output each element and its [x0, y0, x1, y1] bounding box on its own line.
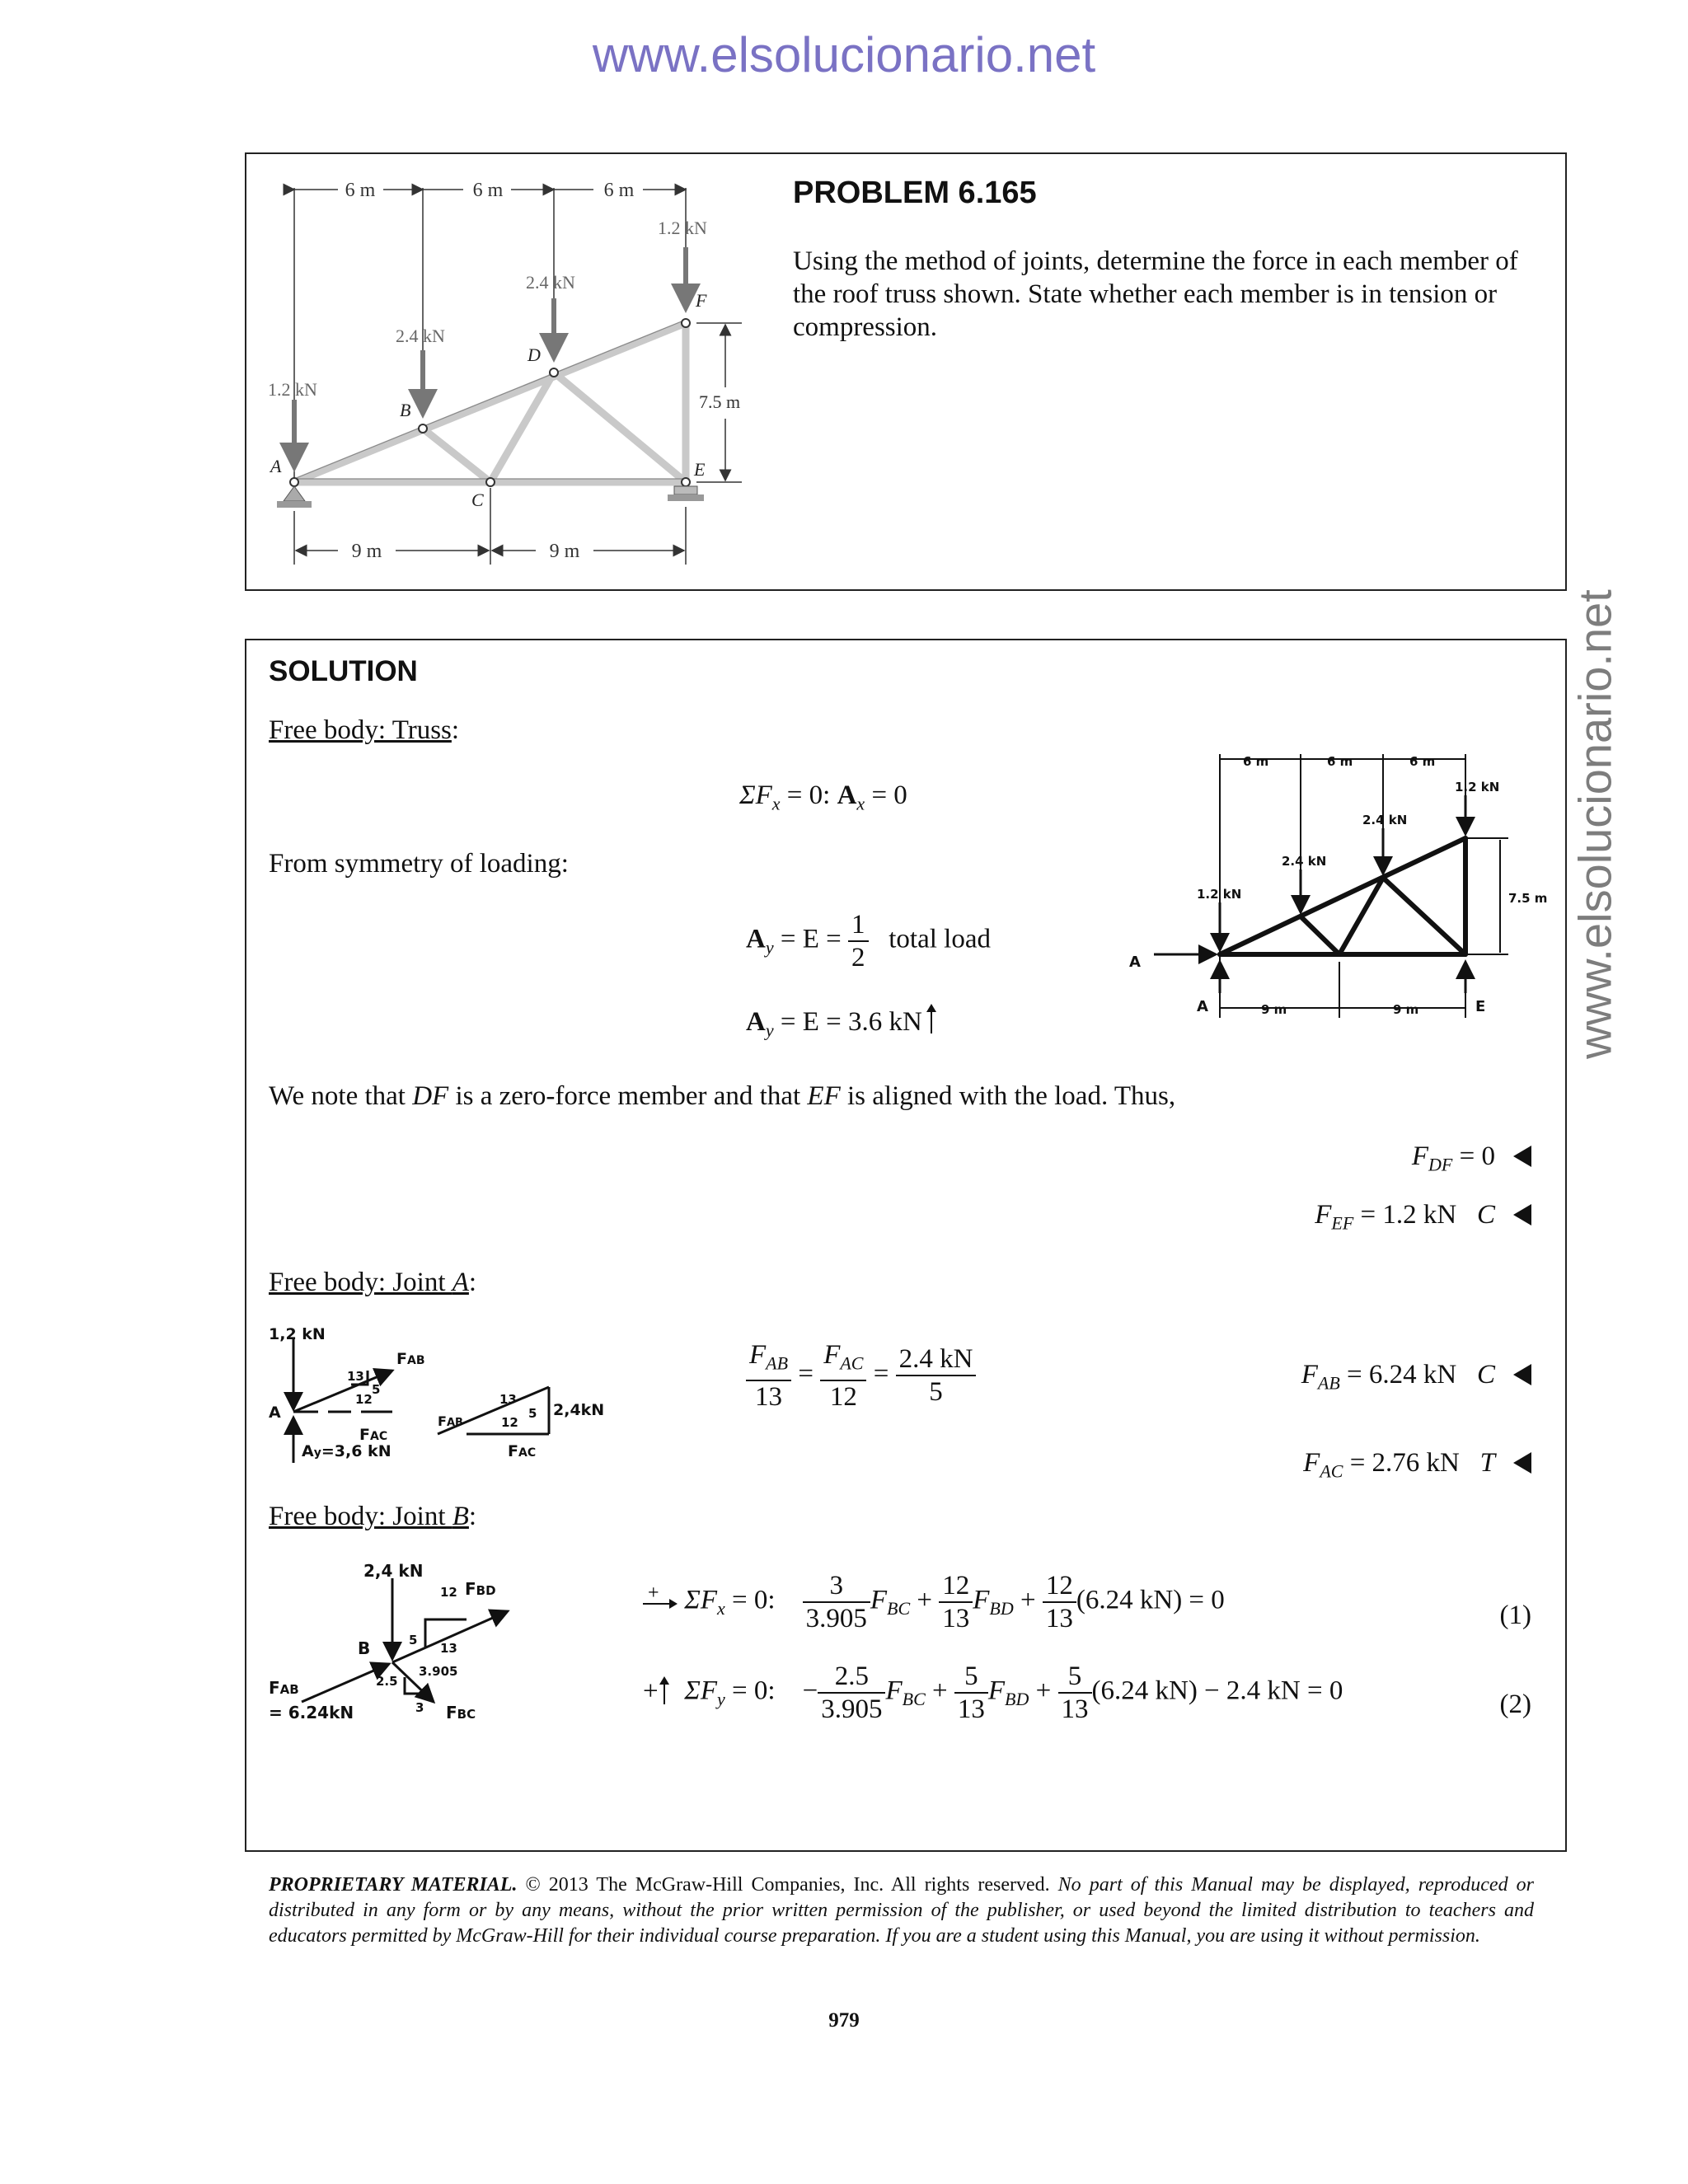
ja-load: 1,2 kN [269, 1325, 326, 1343]
sketch-dim-top-3: 6 m [1409, 754, 1436, 769]
joint-label-b: B [400, 400, 411, 420]
joint-label-f: F [696, 290, 707, 311]
zero-force-a: We note that [269, 1081, 413, 1111]
sum-fx-rest: = 0: [780, 780, 837, 810]
ja-5: 5 [372, 1382, 381, 1397]
dim-bottom-1: 9 m [351, 541, 382, 562]
ja-13b: 13 [499, 1392, 517, 1407]
ay-sym-2: A [746, 1007, 766, 1037]
fef-f: F [1315, 1200, 1332, 1230]
jb-fab-val: = 6.24kN [269, 1703, 354, 1722]
fdf-sub: DF [1428, 1154, 1453, 1175]
zero-force-b: is a zero-force member and that [448, 1081, 808, 1111]
eq-sum-fx: $\Sigma F_x = 0$: $A_x = 0$ [739, 780, 907, 814]
fef-val: = 1.2 kN [1353, 1200, 1457, 1230]
jb-fbc: FBC [446, 1703, 476, 1722]
zero-force-ef: EF [807, 1081, 841, 1111]
jb-12: 12 [440, 1585, 457, 1600]
load-d: 2.4 kN [526, 272, 575, 293]
ja-5b: 5 [528, 1406, 537, 1421]
load-f: 1.2 kN [658, 218, 707, 238]
jb-25: 2.5 [376, 1674, 398, 1689]
fdf-f: F [1411, 1141, 1429, 1171]
sketch-load-b: 2.4 kN [1282, 854, 1327, 869]
ja-a: A [269, 1404, 281, 1422]
page-number: 979 [828, 2009, 860, 2032]
total-load-text: total load [889, 924, 991, 954]
solution-title: SOLUTION [269, 655, 418, 687]
fb-truss-colon: : [451, 715, 460, 745]
truss-members [294, 323, 686, 482]
jb-5: 5 [409, 1633, 418, 1647]
footer-copyright: © 2013 The McGraw-Hill Companies, Inc. All rights reserved. [517, 1874, 1058, 1896]
jb-3905: 3.905 [419, 1664, 458, 1679]
header-watermark[interactable]: www.elsolucionario.net [592, 27, 1096, 82]
fdf-val: = 0 [1452, 1141, 1495, 1171]
answer-marker-icon [1513, 1204, 1531, 1226]
fb-truss-label [269, 715, 459, 746]
equation-1: + $\Sigma F_x = 0$: $\frac{3}{3.905}$ $F_{BC}$ + $\frac{12}{13}$ $F_{BD}$ + $\frac{12}{13}$ (6.24 kN) = 0 [643, 1570, 1225, 1634]
footer-bold-lead: PROPRIETARY MATERIAL. [269, 1874, 518, 1896]
sketch-dim-top-1: 6 m [1243, 754, 1269, 769]
sketch-dim-bottom-2: 9 m [1393, 1002, 1419, 1017]
footer-notice [269, 1872, 1534, 1949]
ay-sym: A [746, 924, 766, 954]
zero-force-note [269, 1081, 1175, 1112]
joint-b-sketch [269, 1562, 532, 1735]
jb-3: 3 [415, 1700, 424, 1715]
sketch-ax: A [1129, 954, 1141, 971]
sketch-load-d: 2.4 kN [1362, 813, 1408, 827]
solution-truss-sketch [1121, 746, 1566, 1034]
equation-2-number: (2) [1499, 1690, 1531, 1719]
jb-13: 13 [440, 1641, 457, 1656]
sum-fx-sym: ΣF [739, 780, 772, 810]
ax-eq: = 0 [865, 780, 907, 810]
jb-fbd: FBD [465, 1579, 496, 1599]
sketch-ay: A [1197, 998, 1208, 1015]
result-fac: $F_{AC} = 2.76$ kN T [1303, 1448, 1531, 1483]
fb-joint-a-label [269, 1268, 476, 1298]
jb-fab: FAB [269, 1678, 299, 1698]
fb-joint-b-text: Free body: Joint B [269, 1502, 469, 1531]
footer-italic: No part of this Manual may be displayed, reproduced or distributed in any form or by any means, without the prior written permission of the publisher, or used beyond the limited distribution to teachers and educators permitted by McGraw-Hill for their individual course preparation. If you are a student using this Manual, you are using it without permission. [269, 1874, 1534, 1947]
half-den: 2 [851, 943, 865, 972]
dim-top-3: 6 m [603, 180, 635, 201]
right-arrow-icon [643, 1586, 678, 1610]
joint-label-d: D [528, 344, 541, 365]
problem-truss-figure [247, 165, 775, 577]
result-fab: $F_{AB} = 6.24$ kN C [1301, 1360, 1531, 1394]
sketch-dim-top-2: 6 m [1327, 754, 1353, 769]
ja-load2: 2,4kN [553, 1401, 605, 1419]
support-e [668, 486, 704, 501]
zero-force-df: DF [412, 1081, 449, 1111]
result-fef [1315, 1200, 1531, 1235]
equation-1-number: (1) [1499, 1601, 1531, 1630]
up-arrow-icon [659, 1676, 670, 1704]
answer-marker-icon [1513, 1146, 1531, 1167]
answer-marker-icon [1513, 1364, 1531, 1385]
fb-joint-b-colon: : [468, 1502, 477, 1531]
ja-fac: FAC [359, 1426, 388, 1444]
height-label: 7.5 m [699, 391, 741, 412]
load-b: 2.4 kN [396, 326, 445, 346]
ja-fab2: FAB [438, 1413, 463, 1429]
ay-eq-b: = E = [773, 924, 848, 954]
jb-b: B [358, 1638, 371, 1658]
ay-result: = E = 3.6 kN [773, 1007, 922, 1037]
sketch-height: 7.5 m [1508, 891, 1548, 906]
ja-ay: Ay=3,6 kN [302, 1442, 392, 1460]
joint-label-c: C [471, 490, 484, 510]
joint-a-equation: $\frac{F_{AB}}{13}$ = $\frac{F_{AC}}{12}$ = $\frac{2.4 kN}{5}$ [746, 1339, 976, 1413]
ja-12: 12 [355, 1392, 373, 1407]
sketch-dim-bottom-1: 9 m [1261, 1002, 1287, 1017]
support-a [277, 486, 312, 508]
eq-ay-half: $A_y = E$ = $\frac{1}{2}$ total load [746, 910, 991, 972]
zero-force-c: is aligned with the load. Thus, [840, 1081, 1176, 1111]
result-fdf [1412, 1141, 1531, 1176]
joint-label-e: E [694, 459, 706, 480]
side-watermark-text: www.elsolucionario.net [1568, 589, 1621, 1059]
ja-fab: FAB [396, 1350, 425, 1368]
problem-statement: Using the method of joints, determine the force in each member of the roof truss shown. State whether each member is in tension or compression. [793, 246, 1518, 342]
svg-text:+: + [648, 1585, 659, 1604]
ja-13: 13 [347, 1369, 364, 1384]
ja-fac2: FAC [508, 1442, 537, 1460]
fef-type: C [1476, 1200, 1495, 1230]
symmetry-text: From symmetry of loading: [269, 849, 569, 879]
sketch-e: E [1475, 998, 1486, 1015]
up-arrow-icon [926, 1004, 937, 1033]
answer-marker-icon [1513, 1452, 1531, 1474]
dim-bottom-2: 9 m [549, 541, 580, 562]
eq-ay-result: $A_y = E = 3.6$ kN [746, 1004, 937, 1042]
jb-load: 2,4 kN [363, 1562, 424, 1581]
fef-sub: EF [1331, 1212, 1354, 1234]
load-a: 1.2 kN [268, 379, 317, 400]
joint-label-a: A [270, 456, 282, 476]
joint-a-sketch [269, 1323, 640, 1467]
dim-top-2: 6 m [472, 180, 504, 201]
half-num: 1 [848, 909, 869, 942]
sketch-load-a: 1.2 kN [1197, 887, 1242, 902]
fb-joint-a-text: Free body: Joint A [269, 1268, 469, 1297]
problem-title: PROBLEM 6.165 [793, 176, 1037, 210]
ja-12b: 12 [501, 1415, 518, 1430]
sketch-load-f: 1.2 kN [1455, 780, 1500, 794]
fb-joint-b-label [269, 1502, 476, 1532]
load-arrows [294, 247, 686, 457]
fb-truss-text: Free body: Truss [269, 715, 452, 745]
fb-joint-a-colon: : [468, 1268, 477, 1297]
dim-top-1: 6 m [345, 180, 376, 201]
equation-2: + $\Sigma F_y = 0$: − $\frac{2.5}{3.905}$ $F_{BC}$ + $\frac{5}{13}$ $F_{BD}$ + $\frac{5}{13}$ (6.24 kN) − 2.4 kN = 0 [643, 1661, 1343, 1724]
